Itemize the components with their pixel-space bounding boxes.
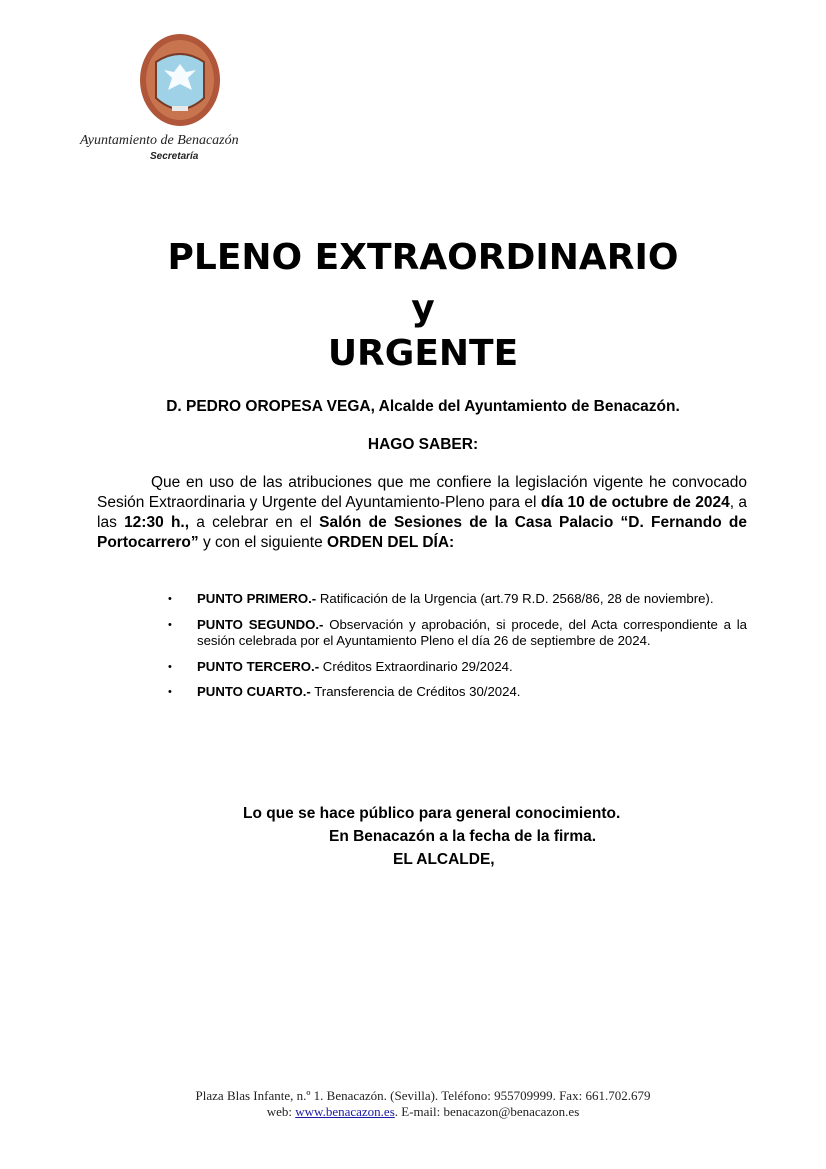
agenda-list [168, 591, 747, 710]
bullet-icon: • [168, 593, 172, 605]
agenda-item [168, 617, 747, 650]
agenda-item-label: PUNTO CUARTO.- [197, 684, 311, 699]
bullet-icon: • [168, 618, 172, 631]
session-place: Salón de Sesiones de la Casa Palacio “D. Fernando de Portocarrero” [97, 514, 747, 551]
header-logo [78, 28, 278, 162]
mayor-name: D. PEDRO OROPESA VEGA [166, 398, 371, 415]
footer-contact [0, 1104, 826, 1120]
bullet-icon: • [168, 686, 172, 698]
agenda-item-text: Observación y aprobación, si procede, del Acta correspondiente a la sesión celebrada por el Ayuntamiento Pleno el día 26 de septiembre de 2024. [197, 616, 747, 648]
agenda-item-text: Transferencia de Créditos 30/2024. [310, 684, 521, 699]
agenda-item-label: PUNTO TERCERO.- [197, 658, 320, 674]
signature-title: EL ALCALDE, [393, 851, 495, 868]
closing-line-1: Lo que se hace público para general conocimiento. [243, 805, 621, 822]
agenda-item [168, 591, 747, 608]
session-date: día 10 de octubre de 2024 [540, 494, 730, 511]
footer [0, 1088, 826, 1120]
municipal-crest-icon [134, 28, 226, 132]
agenda-item-text: Créditos Extraordinario 29/2024. [319, 658, 513, 674]
closing-line-2: En Benacazón a la fecha de la firma. [329, 828, 597, 845]
orden-del-dia: ORDEN DEL DÍA: [327, 534, 455, 551]
title-line-1: PLENO EXTRAORDINARIO [167, 237, 679, 278]
convocation-paragraph [97, 473, 747, 553]
website-link[interactable]: www.benacazon.es [295, 1104, 395, 1119]
footer-address: Plaza Blas Infante, n.º 1. Benacazón. (Sevilla). Teléfono: 955709999. Fax: 661.702.679 [195, 1088, 651, 1103]
mayor-intro [0, 398, 826, 416]
session-time: 12:30 h., [124, 514, 190, 531]
body-text-2: , a las [97, 494, 747, 531]
agenda-item-text: Ratificación de la Urgencia (art.79 R.D. 2568/86, 28 de noviembre). [316, 591, 714, 606]
mayor-role: , Alcalde del Ayuntamiento de Benacazón. [370, 398, 680, 415]
body-text-3: a celebrar en el [189, 514, 320, 531]
hago-saber-heading: HAGO SABER: [367, 436, 479, 453]
title-line-3: URGENTE [327, 333, 519, 374]
footer-web-label: web: [266, 1104, 296, 1119]
bullet-icon: • [168, 660, 172, 673]
body-text-1: Que en uso de las atribuciones que me confiere la legislación vigente he convocado Sesión Extraordinaria y Urgente del Ayuntamiento-Pleno para el [97, 474, 747, 511]
agenda-item [168, 659, 747, 676]
footer-email: . E-mail: benacazon@benacazon.es [394, 1104, 580, 1119]
department-name: Secretaría [150, 151, 199, 162]
agenda-item [168, 684, 747, 701]
title-line-2: y [411, 288, 435, 329]
body-text-4: y con el siguiente [198, 534, 328, 551]
org-name: Ayuntamiento de Benacazón [80, 133, 239, 148]
agenda-item-label: PUNTO PRIMERO.- [197, 591, 317, 606]
agenda-item-label: PUNTO SEGUNDO.- [197, 616, 324, 632]
